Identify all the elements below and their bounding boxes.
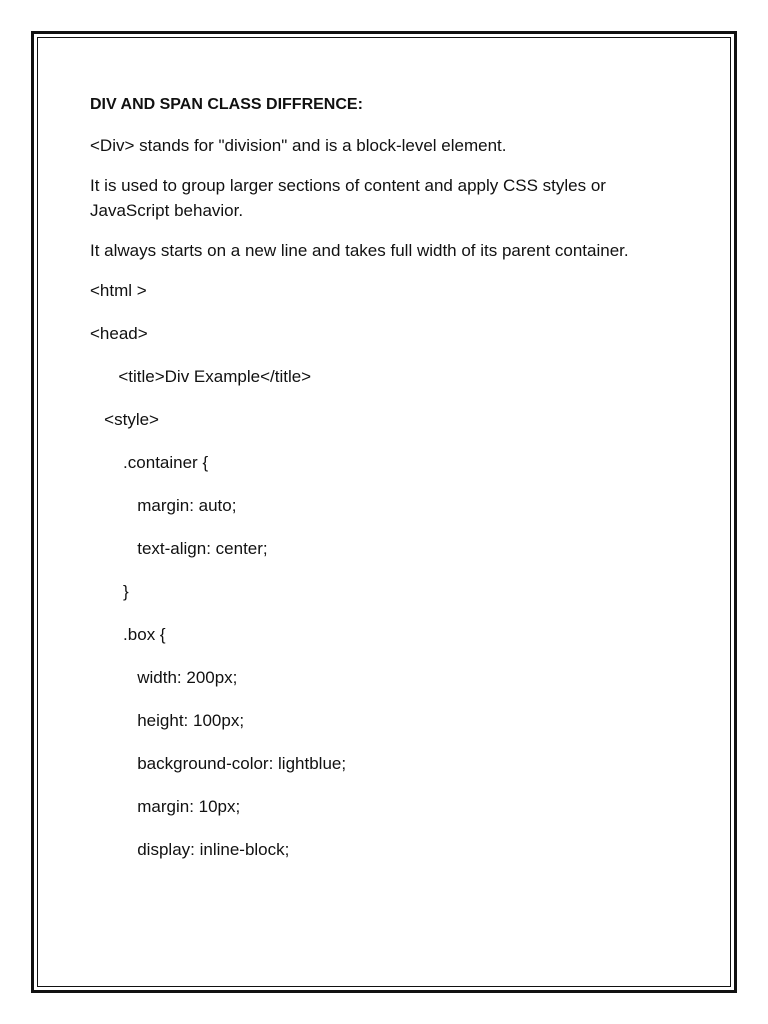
code-line: <style>	[90, 410, 159, 429]
code-line: <title>Div Example</title>	[90, 367, 312, 386]
document-content	[90, 94, 680, 880]
code-line: .container {	[90, 453, 209, 472]
code-line: background-color: lightblue;	[90, 754, 347, 773]
code-line: width: 200px;	[90, 668, 238, 687]
code-line: height: 100px;	[90, 711, 245, 730]
code-line: text-align: center;	[90, 539, 268, 558]
paragraph-div-usage: It is used to group larger sections of content and apply CSS styles or JavaScript behavior.	[90, 176, 606, 220]
code-line: margin: auto;	[90, 496, 237, 515]
code-line: .box {	[90, 625, 166, 644]
code-line: <html >	[90, 281, 147, 300]
code-line: display: inline-block;	[90, 840, 290, 859]
paragraph-div-behavior: It always starts on a new line and takes full width of its parent container.	[90, 241, 629, 260]
code-example	[90, 278, 680, 880]
paragraph-div-definition: <Div> stands for "division" and is a block-level element.	[90, 136, 507, 155]
code-line: margin: 10px;	[90, 797, 241, 816]
code-line: <head>	[90, 324, 148, 343]
document-heading: DIV AND SPAN CLASS DIFFRENCE:	[90, 96, 363, 113]
code-line: }	[90, 582, 129, 601]
